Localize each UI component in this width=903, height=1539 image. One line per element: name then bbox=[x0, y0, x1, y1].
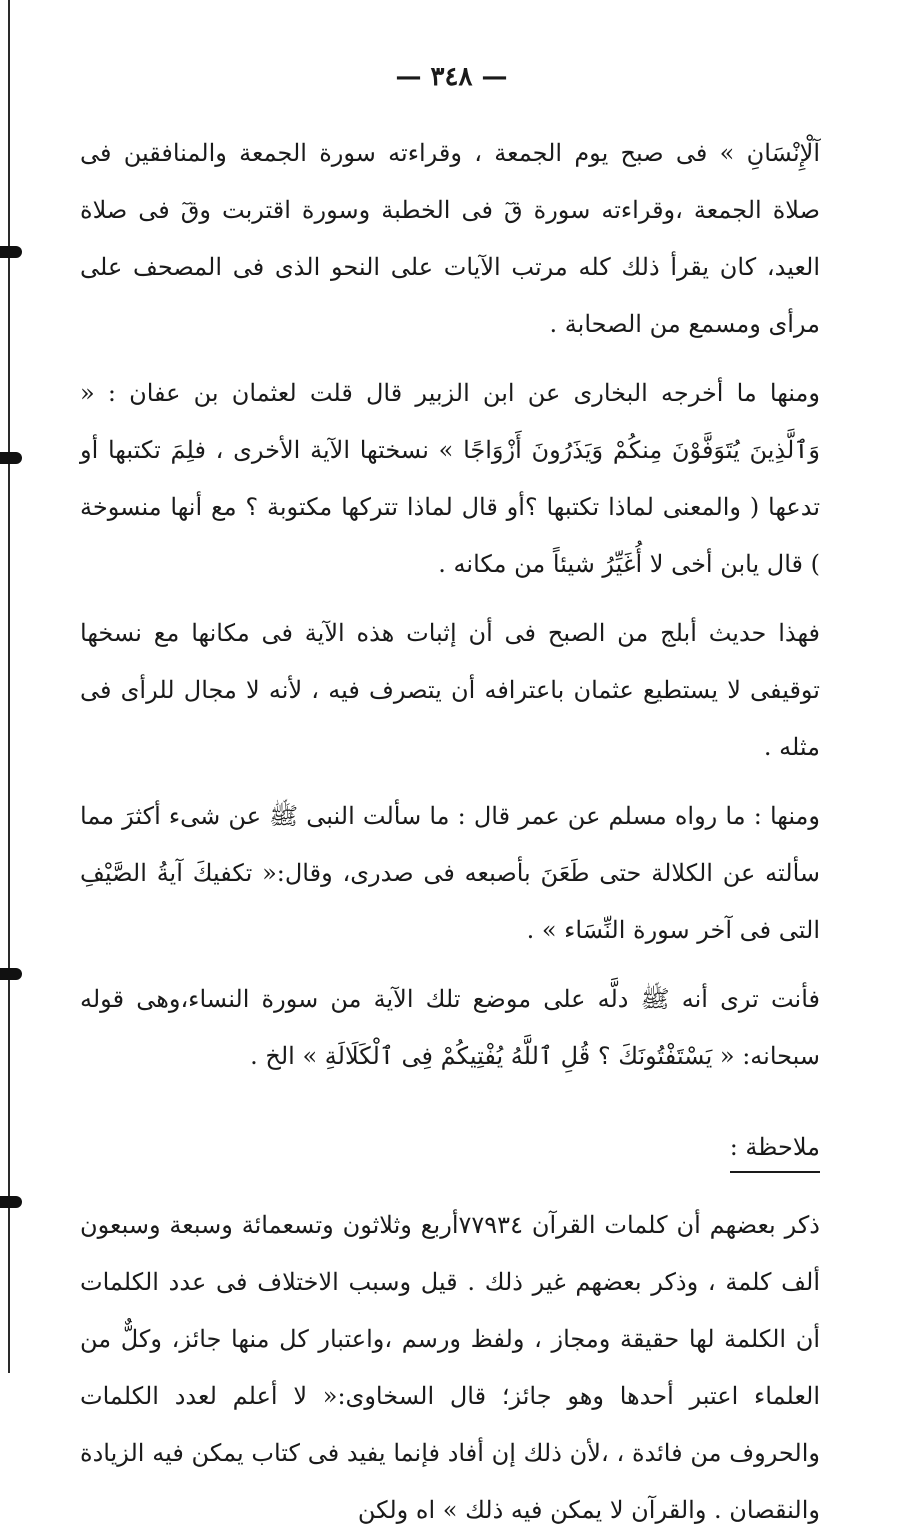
note-heading: ملاحظة : bbox=[730, 1127, 820, 1173]
paragraph: ومنها ما أخرجه البخارى عن ابن الزبير قال قلت لعثمان بن عفان : « وَٱلَّذِينَ يُتَوَفَّوْنَ مِنكُمْ وَيَذَرُونَ أَزْوَاجًا » نسختها الآية الأخرى ، فلِمَ تكتبها أو تدعها ( والمعنى لماذا تكتبها ؟أو قال لماذا تتركها مكتوبة ؟ مع أنها منسوخة ) قال يابن أخى لا أُغَيِّرُ شيئاً من مكانه . bbox=[80, 379, 820, 578]
paragraph: فأنت ترى أنه ﷺ دلَّه على موضع تلك الآية من سورة النساء،وهى قوله سبحانه: « يَسْتَفْتُونَكَ ؟ قُلِ ٱللَّهُ يُفْتِيكُمْ فِى ٱلْكَلَالَةِ » الخ . bbox=[80, 985, 820, 1070]
binding-mark bbox=[0, 452, 22, 464]
page-content bbox=[80, 125, 820, 1539]
binding-mark bbox=[0, 1196, 22, 1208]
note-heading-wrap bbox=[80, 1097, 820, 1197]
paragraph: فهذا حديث أبلج من الصبح فى أن إثبات هذه الآية فى مكانها مع نسخها توقيفى لا يستطيع عثمان باعترافه أن يتصرف فيه ، لأنه لا مجال للرأى فى مثله . bbox=[80, 619, 820, 761]
note-paragraph: ذكر بعضهم أن كلمات القرآن ٧٧٩٣٤أربع وثلاثون وتسعمائة وسبعة وسبعون ألف كلمة ، وذكر بعضهم غير ذلك . قيل وسبب الاختلاف فى عدد الكلمات أن الكلمة لها حقيقة ومجاز ، ولفظ ورسم ،واعتبار كل منها جائز، وكلٌّ من العلماء اعتبر أحدها وهو جائز؛ قال السخاوى:« لا أعلم لعدد الكلمات والحروف من فائدة ، ،لأن ذلك إن أفاد فإنما يفيد فى كتاب يمكن فيه الزيادة والنقصان . والقرآن لا يمكن فيه ذلك » اه ولكن bbox=[80, 1211, 821, 1524]
page-edge bbox=[8, 0, 10, 1373]
page-number: — ٣٤٨ — bbox=[395, 62, 508, 92]
binding-mark bbox=[0, 246, 22, 258]
binding-mark bbox=[0, 968, 22, 980]
note-section bbox=[80, 1197, 820, 1539]
paragraph: ومنها : ما رواه مسلم عن عمر قال : ما سألت النبى ﷺ عن شىء أكثرَ مما سألته عن الكلالة حتى طَعَنَ بأصبعه فى صدرى، وقال:« تكفيكَ آيةُ الصَّيْفِ التى فى آخر سورة النِّسَاء » . bbox=[80, 802, 820, 944]
paragraph: آلْإِنْسَانِ » فى صبح يوم الجمعة ، وقراءته سورة الجمعة والمنافقين فى صلاة الجمعة ،وقراءته سورة قٓ فى الخطبة وسورة اقتربت وقٓ فى صلاة العيد، كان يقرأ ذلك كله مرتب الآيات على النحو الذى فى المصحف على مرأى ومسمع من الصحابة . bbox=[80, 139, 820, 338]
